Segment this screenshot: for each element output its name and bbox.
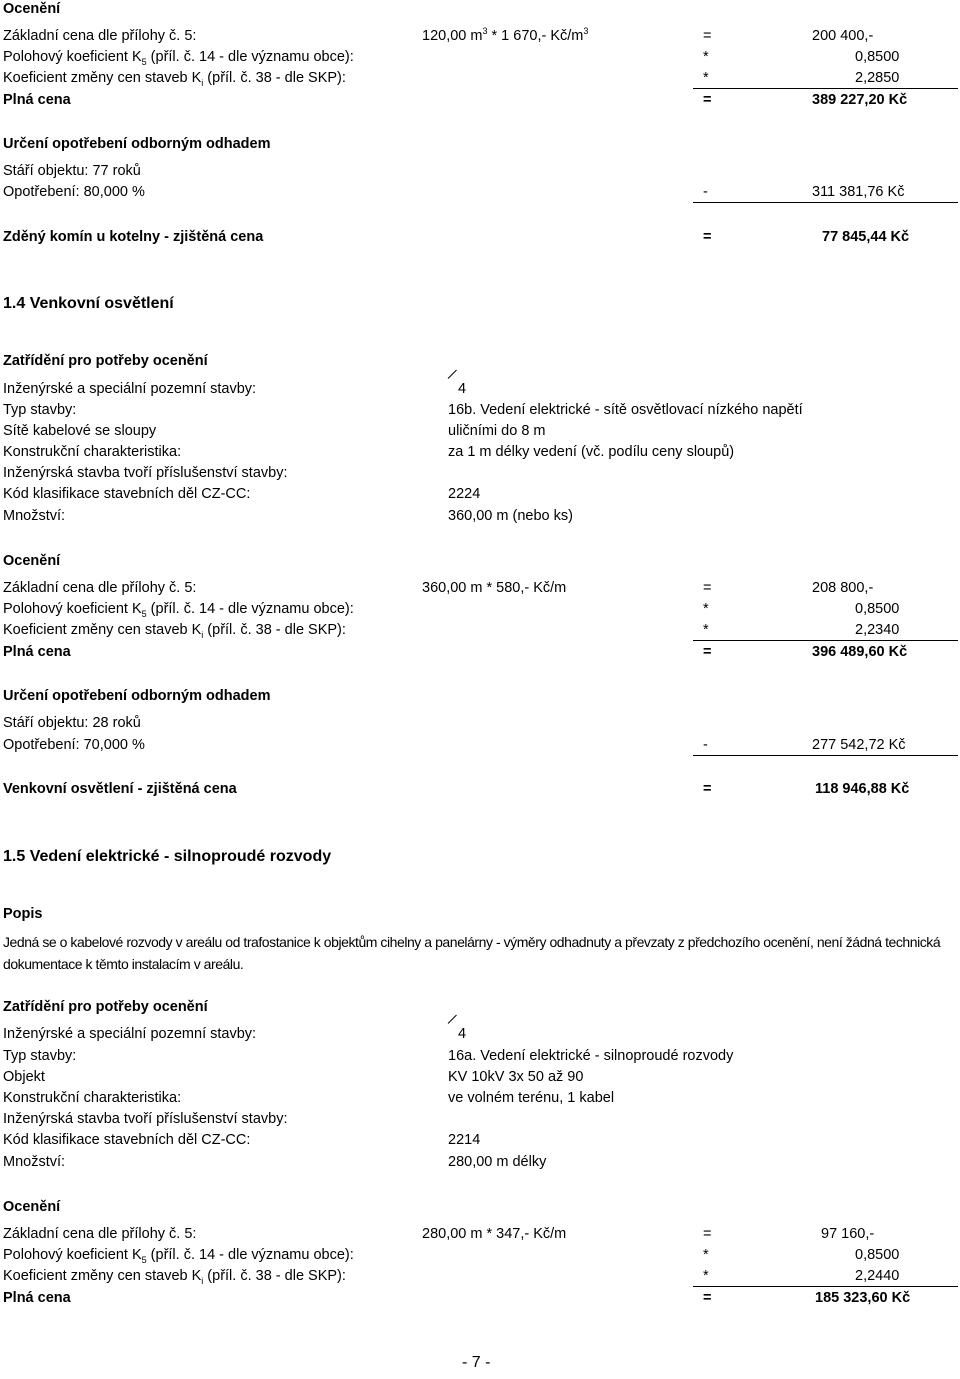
class-label: Objekt: [3, 1069, 45, 1085]
class-label: Inženýrská stavba tvoří příslušenství stavby:: [3, 465, 288, 481]
class-value: 360,00 m (nebo ks): [448, 508, 573, 524]
base-price-operator: =: [703, 1226, 712, 1242]
wear-value: 277 542,72 Kč: [812, 737, 906, 753]
base-price-operator: =: [703, 580, 712, 596]
base-price-formula: 360,00 m * 580,- Kč/m: [422, 580, 567, 596]
class-value: 4: [458, 1026, 467, 1042]
k5-operator: *: [703, 1247, 709, 1263]
class-label: Sítě kabelové se sloupy: [3, 423, 157, 439]
class-label: Kód klasifikace stavebních děl CZ-CC:: [3, 486, 251, 502]
k5-coefficient-label: Polohový koeficient $K_5$ (příl. č. 14 - dle významu obce):: [3, 49, 354, 67]
full-price-value: 185 323,60 Kč: [815, 1290, 911, 1306]
classification-heading: Zatřídění pro potřeby ocenění: [3, 999, 208, 1015]
full-price-operator: =: [703, 644, 712, 660]
ki-value: 2,2340: [855, 622, 900, 638]
wear-heading: Určení opotřebení odborným odhadem: [3, 136, 271, 152]
k5-coefficient-label: Polohový koeficient $K_5$ (příl. č. 14 - dle významu obce):: [3, 601, 354, 619]
class-label: Množství:: [3, 1154, 66, 1170]
valuation-heading: Ocenění: [3, 553, 61, 569]
divider: [693, 640, 958, 641]
ki-coefficient-label: Koeficient změny cen staveb $K_i$ (příl. č. 38 - dle SKP):: [3, 1268, 346, 1286]
page-number: - 7 -: [462, 1354, 491, 1371]
base-price-value: 97 160,-: [821, 1226, 875, 1242]
divider: [693, 202, 958, 203]
result-operator: =: [703, 229, 712, 245]
ki-value: 2,2850: [855, 70, 900, 86]
class-value: 4: [458, 381, 467, 397]
k5-value: 0,8500: [855, 49, 900, 65]
classification-heading: Zatřídění pro potřeby ocenění: [3, 353, 208, 369]
class-label: Inženýrská stavba tvoří příslušenství stavby:: [3, 1111, 288, 1127]
full-price-value: 389 227,20 Kč: [812, 92, 908, 108]
class-value: KV 10kV 3x 50 až 90: [448, 1069, 584, 1085]
section-title: 1.4 Venkovní osvětlení: [3, 295, 174, 312]
ki-operator: *: [703, 622, 709, 638]
k5-operator: *: [703, 49, 709, 65]
ki-value: 2,2440: [855, 1268, 900, 1284]
class-label: Inženýrské a speciální pozemní stavby:: [3, 381, 257, 397]
valuation-heading: Ocenění: [3, 1199, 61, 1215]
ki-coefficient-label: Koeficient změny cen staveb $K_i$ (příl. č. 38 - dle SKP):: [3, 622, 346, 640]
full-price-label: Plná cena: [3, 92, 71, 108]
divider: [448, 370, 457, 379]
wear-value: 311 381,76 Kč: [812, 184, 905, 200]
wear-operator: -: [703, 184, 708, 200]
divider: [693, 1286, 958, 1287]
class-value: 16b. Vedení elektrické - sítě osvětlovací nízkého napětí: [448, 402, 803, 418]
object-age: Stáří objektu: 77 roků: [3, 163, 141, 179]
object-age: Stáří objektu: 28 roků: [3, 715, 141, 731]
wear-label: Opotřebení: 70,000 %: [3, 737, 145, 753]
class-value: 2224: [448, 486, 481, 502]
class-value: 2214: [448, 1132, 481, 1148]
base-price-label: Základní cena dle přílohy č. 5:: [3, 28, 197, 44]
result-value: 118 946,88 Kč: [815, 781, 910, 797]
full-price-value: 396 489,60 Kč: [812, 644, 908, 660]
class-label: Typ stavby:: [3, 402, 77, 418]
result-value: 77 845,44 Kč: [822, 229, 910, 245]
k5-operator: *: [703, 601, 709, 617]
valuation-heading: Ocenění: [3, 1, 61, 17]
class-value: 16a. Vedení elektrické - silnoproudé rozvody: [448, 1048, 734, 1064]
class-label: Konstrukční charakteristika:: [3, 444, 182, 460]
class-label: Kód klasifikace stavebních děl CZ-CC:: [3, 1132, 251, 1148]
base-price-value: 200 400,-: [812, 28, 874, 44]
divider: [693, 755, 958, 756]
ki-operator: *: [703, 70, 709, 86]
result-label: Zděný komín u kotelny - zjištěná cena: [3, 229, 264, 245]
base-price-label: Základní cena dle přílohy č. 5:: [3, 580, 197, 596]
base-price-formula: 280,00 m * 347,- Kč/m: [422, 1226, 567, 1242]
wear-heading: Určení opotřebení odborným odhadem: [3, 688, 271, 704]
base-price-value: 208 800,-: [812, 580, 874, 596]
base-price-label: Základní cena dle přílohy č. 5:: [3, 1226, 197, 1242]
ki-operator: *: [703, 1268, 709, 1284]
full-price-operator: =: [703, 92, 712, 108]
base-price-operator: =: [703, 28, 712, 44]
divider: [448, 1015, 457, 1024]
divider: [693, 88, 958, 89]
k5-coefficient-label: Polohový koeficient $K_5$ (příl. č. 14 - dle významu obce):: [3, 1247, 354, 1265]
section-title: 1.5 Vedení elektrické - silnoproudé rozvody: [3, 848, 332, 865]
wear-operator: -: [703, 737, 708, 753]
result-operator: =: [703, 781, 712, 797]
class-label: Konstrukční charakteristika:: [3, 1090, 182, 1106]
full-price-label: Plná cena: [3, 1290, 71, 1306]
description-heading: Popis: [3, 906, 43, 922]
class-label: Množství:: [3, 508, 66, 524]
class-value: uličními do 8 m: [448, 423, 546, 439]
class-value: 280,00 m délky: [448, 1154, 547, 1170]
k5-value: 0,8500: [855, 1247, 900, 1263]
base-price-formula: 120,00 $m^3 * 1$ 670,- $Kč/m^3$: [422, 26, 589, 44]
full-price-operator: =: [703, 1290, 712, 1306]
full-price-label: Plná cena: [3, 644, 71, 660]
result-label: Venkovní osvětlení - zjištěná cena: [3, 781, 237, 797]
class-label: Typ stavby:: [3, 1048, 77, 1064]
class-value: za 1 m délky vedení (vč. podílu ceny sloupů): [448, 444, 735, 460]
class-value: ve volném terénu, 1 kabel: [448, 1090, 615, 1106]
k5-value: 0,8500: [855, 601, 900, 617]
wear-label: Opotřebení: 80,000 %: [3, 184, 145, 200]
class-label: Inženýrské a speciální pozemní stavby:: [3, 1026, 257, 1042]
ki-coefficient-label: Koeficient změny cen staveb $K_i$ (příl. č. 38 - dle SKP):: [3, 70, 346, 88]
description-text: Jedná se o kabelové rozvody v areálu od trafostanice k objektům cihelny a panelárny - výměry odhadnuty a převzaty z předchozího ocenění, není žádná technická dokumentace k těmto instalacím v areálu.: [3, 934, 941, 972]
